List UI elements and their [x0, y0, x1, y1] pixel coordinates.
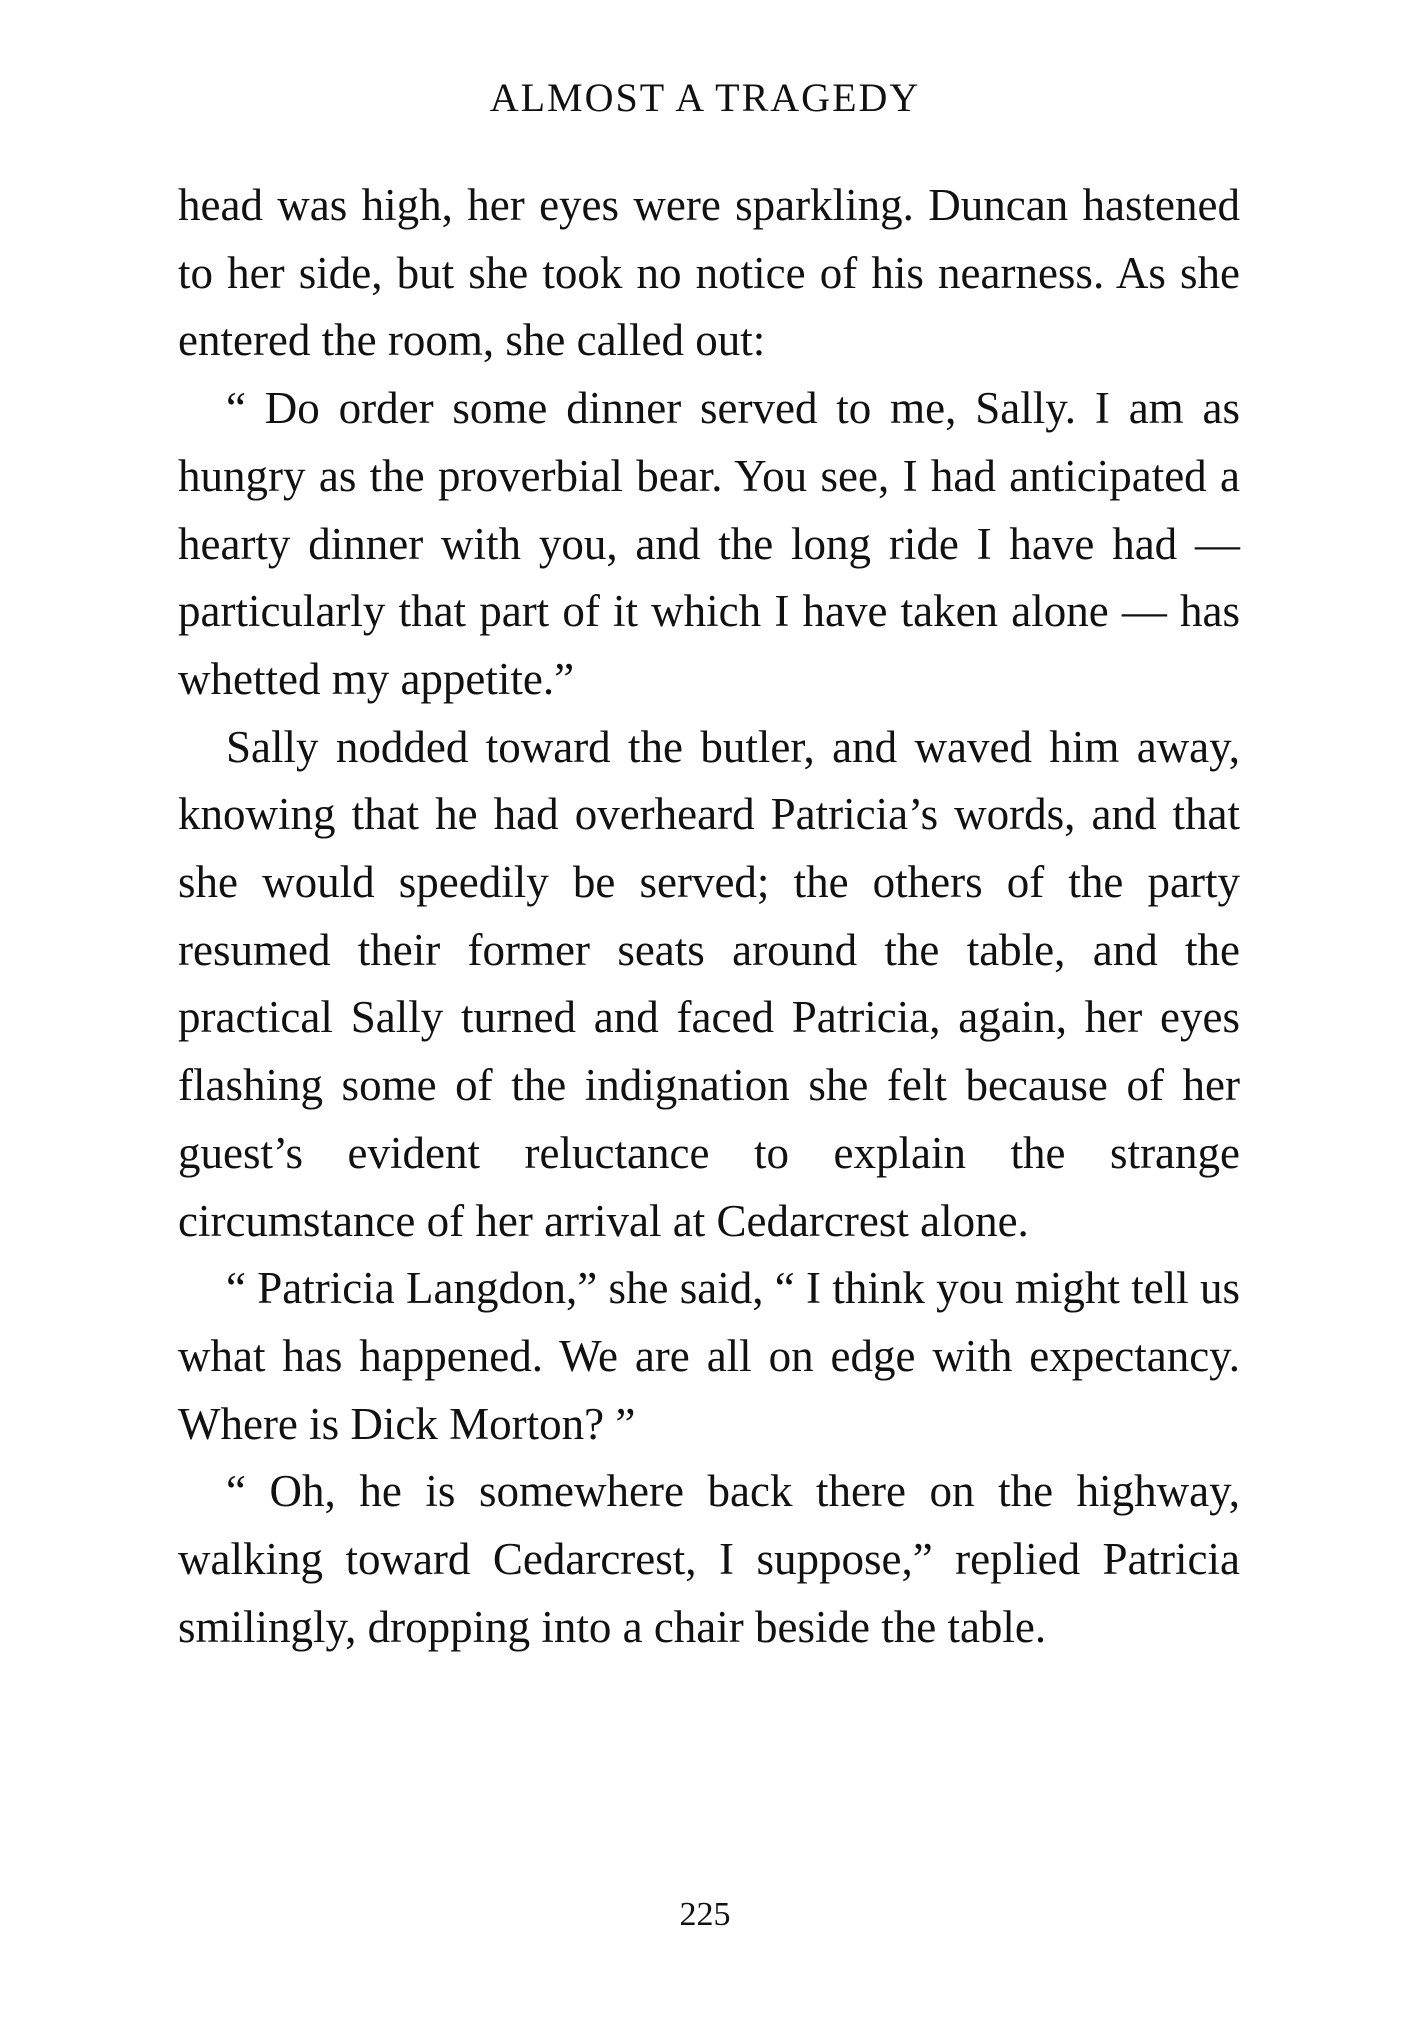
- paragraph-1: head was high, her eyes were sparkling. Duncan hastened to her side, but she took no notice of his nearness. As she entered the room, she called out:: [178, 180, 1240, 366]
- paragraph-5: “ Oh, he is somewhere back there on the highway, walking toward Cedarcrest, I suppose,” replied Patricia smilingly, dropping into a chair beside the table.: [178, 1466, 1240, 1652]
- paragraph-4: “ Patricia Langdon,” she said, “ I think you might tell us what has happened. We are all on edge with expectancy. Where is Dick Morton? ”: [178, 1263, 1240, 1449]
- body-text: [178, 172, 1240, 1661]
- page-number: 225: [679, 1896, 731, 1933]
- paragraph-2: “ Do order some dinner served to me, Sally. I am as hungry as the proverbial bear. You see, I had anticipated a hearty dinner with you, and the long ride I have had — particularly that part of it which I have taken alone — has whetted my appetite.”: [178, 383, 1240, 704]
- paragraph-3: Sally nodded toward the butler, and waved him away, knowing that he had overheard Patricia’s words, and that she would speedily be served; the others of the party resumed their former seats around the table, and the practical Sally turned and faced Patricia, again, her eyes flashing some of the indignation she felt because of her guest’s evident reluctance to explain the strange circumstance of her arrival at Cedarcrest alone.: [178, 721, 1240, 1246]
- running-head: ALMOST A TRAGEDY: [489, 75, 921, 120]
